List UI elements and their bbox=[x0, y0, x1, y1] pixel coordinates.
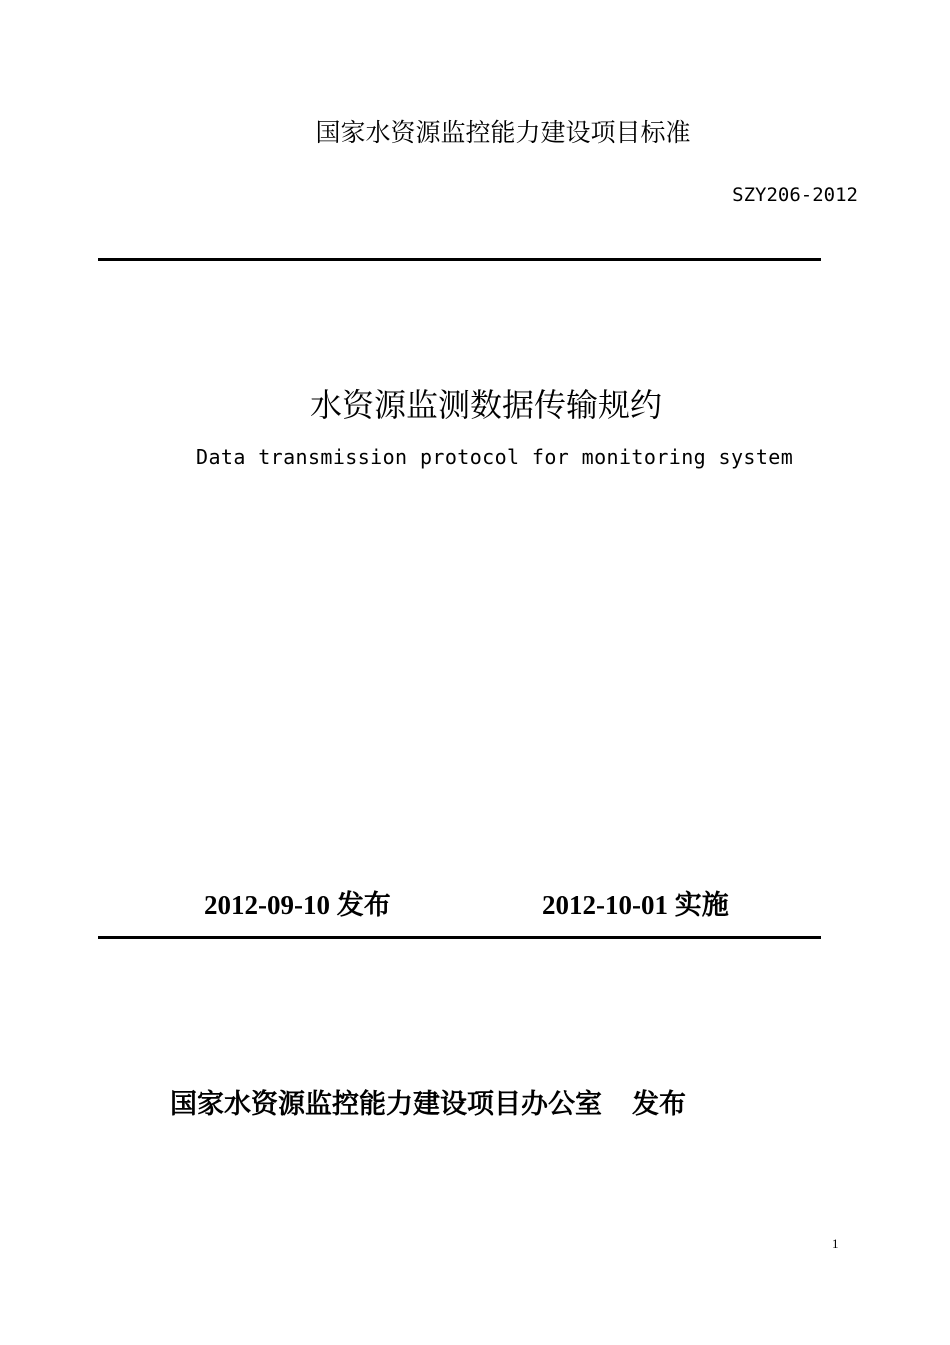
standard-number: SZY206-2012 bbox=[732, 184, 858, 206]
page-number: 1 bbox=[832, 1236, 839, 1251]
document-title-english: Data transmission protocol for monitoring system bbox=[196, 445, 794, 469]
publish-date: 2012-09-10 发布 bbox=[204, 890, 391, 920]
top-divider bbox=[98, 258, 821, 261]
publisher-line bbox=[170, 1085, 686, 1125]
standard-series-title: 国家水资源监控能力建设项目标准 bbox=[315, 118, 691, 147]
bottom-divider bbox=[98, 936, 821, 939]
document-title-chinese: 水资源监测数据传输规约 bbox=[309, 386, 662, 424]
effective-date: 2012-10-01 实施 bbox=[542, 890, 729, 920]
publisher-name: 国家水资源监控能力建设项目办公室 bbox=[170, 1089, 602, 1120]
publisher-action: 发布 bbox=[632, 1089, 686, 1120]
